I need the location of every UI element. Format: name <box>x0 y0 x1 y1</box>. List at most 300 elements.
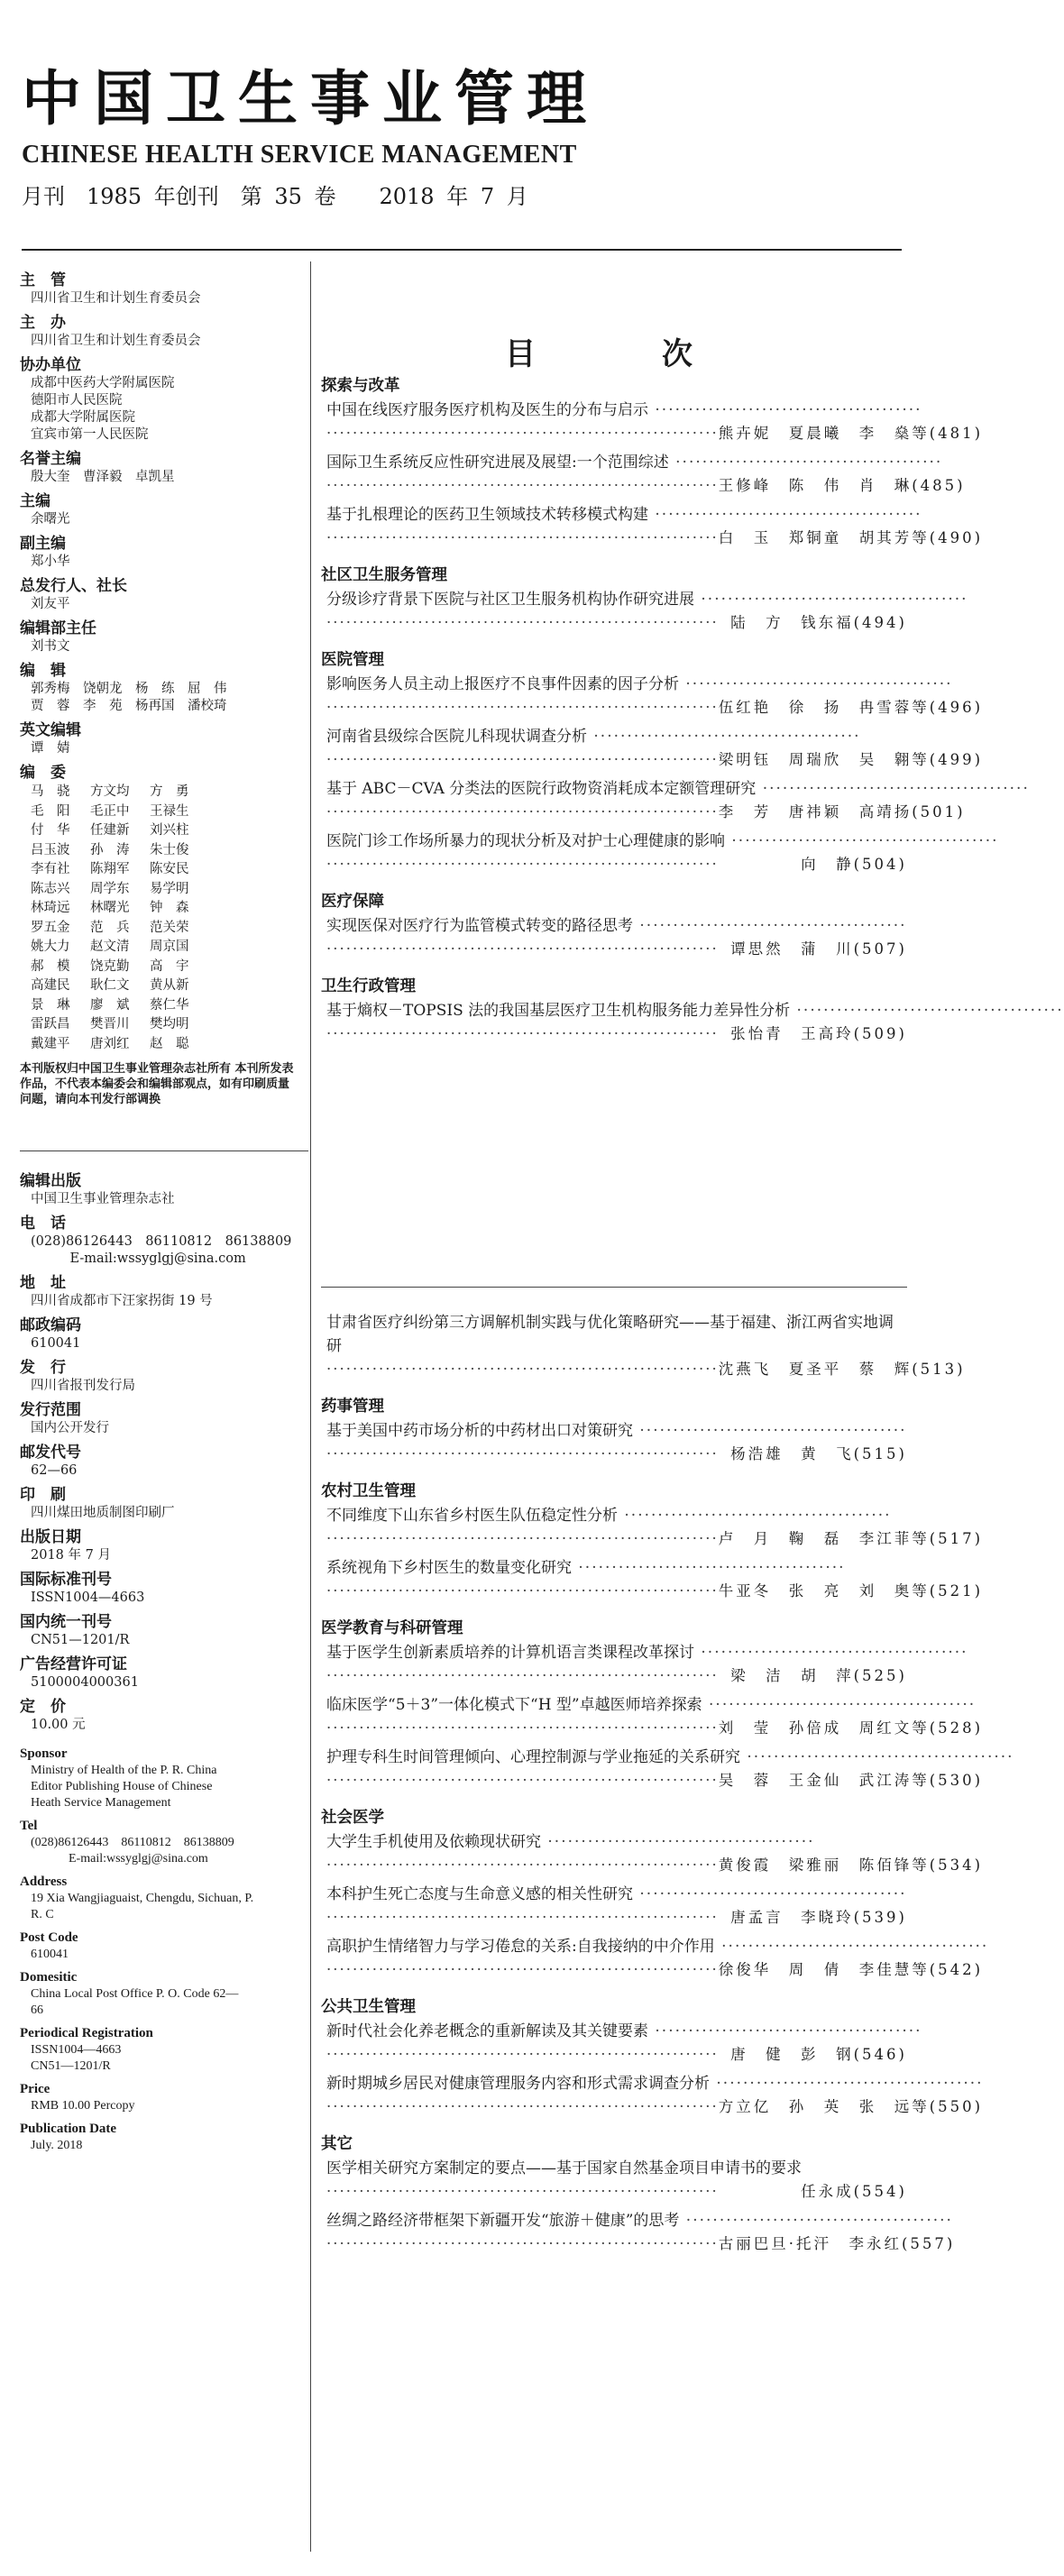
info-block <box>20 1873 308 1923</box>
article-title-text: 分级诊疗背景下医院与社区卫生服务机构协作研究进展 <box>326 591 694 609</box>
toc-entry[interactable] <box>321 503 984 550</box>
leader-dots: ········································ <box>740 1748 1014 1766</box>
toc-entry[interactable] <box>321 2157 907 2204</box>
committee-member: 林曙光 <box>90 901 130 915</box>
article-title-text: 影响医务人员主动上报医疗不良事件因素的因子分析 <box>326 675 679 693</box>
committee-member: 雷跃昌 <box>31 1017 70 1031</box>
toc-entry[interactable] <box>321 830 999 876</box>
committee-member: 黄从新 <box>150 978 189 993</box>
info-block <box>20 355 308 444</box>
toc-section <box>321 1805 989 1982</box>
leader-dots: ········································ <box>587 728 861 746</box>
article-title[interactable] <box>326 451 943 474</box>
article-title[interactable] <box>326 914 907 938</box>
article-authors: 王修峰 陈 伟 肖 琳(485) <box>718 477 966 494</box>
article-title-text: 护理专科生时间管理倾向、心理控制源与学业拖延的关系研究 <box>326 1748 740 1766</box>
article-authors-line <box>326 2043 907 2067</box>
info-body: July. 2018 <box>31 2139 83 2152</box>
committee-member: 陈翔军 <box>90 862 130 876</box>
toc-section <box>321 1479 984 1603</box>
info-head: Sponsor <box>20 1746 68 1761</box>
article-title-text: 丝绸之路经济带框架下新疆开发“旅游＋健康”的思考 <box>326 2212 680 2230</box>
leader-dots: ········································ <box>648 401 922 419</box>
committee-member: 高建民 <box>31 978 70 993</box>
article-title-text: 实现医保对医疗行为监管模式转变的路径思考 <box>326 917 633 935</box>
section-heading: 社会医学 <box>321 1809 384 1827</box>
info-block <box>20 661 308 715</box>
article-title[interactable] <box>326 1883 907 1906</box>
info-body: 四川省卫生和计划生育委员会 <box>31 334 201 348</box>
leader-dots: ···························································· <box>326 2235 719 2252</box>
leader-dots: ········································ <box>541 1833 815 1851</box>
committee-member: 王禄生 <box>150 803 189 819</box>
toc-entry[interactable] <box>321 451 966 498</box>
leader-dots: ········································ <box>710 2075 984 2093</box>
committee-member: 钟 森 <box>150 901 189 915</box>
leader-dots: ···························································· <box>326 2046 719 2063</box>
article-authors-line <box>326 1769 984 1792</box>
committee-member: 范关荣 <box>150 920 189 935</box>
article-title[interactable] <box>326 830 999 853</box>
info-block <box>20 270 308 307</box>
leader-dots: ········································ <box>694 1644 968 1662</box>
toc-entry[interactable] <box>321 777 1030 824</box>
toc-lower <box>321 1311 1014 2256</box>
article-title[interactable] <box>326 2072 984 2095</box>
publisher-info <box>20 1171 308 1734</box>
article-title[interactable] <box>326 503 922 527</box>
toc-section <box>321 1616 1014 1792</box>
info-body: (028)86126443 86110812 86138809 E-mail:wssyglgj@sina.com <box>31 1234 292 1266</box>
info-body: 国内公开发行 <box>31 1421 109 1435</box>
article-authors: 徐俊华 周 倩 李佳慧等(542) <box>718 1961 984 1978</box>
leader-dots: ········································ <box>756 780 1030 798</box>
article-title-text: 河南省县级综合医院儿科现状调查分析 <box>326 728 587 746</box>
article-authors: 伍红艳 徐 扬 冉雪蓉等(496) <box>718 699 984 716</box>
article-title[interactable] <box>326 1641 968 1664</box>
info-body: CN51—1201/R <box>31 1633 130 1647</box>
info-body: 中国卫生事业管理杂志社 <box>31 1192 175 1206</box>
committee-member: 方 勇 <box>150 784 189 799</box>
committee-member: 方文均 <box>90 784 130 799</box>
article-authors: 古丽巴旦·托汗 李永红(557) <box>718 2235 956 2252</box>
leader-dots: ········································ <box>618 1507 892 1525</box>
leader-dots: ········································ <box>648 2022 922 2040</box>
info-head: 编辑部主任 <box>20 619 96 637</box>
info-block <box>20 1214 308 1268</box>
committee-member: 戴建平 <box>31 1036 70 1051</box>
section-heading: 农村卫生管理 <box>321 1482 416 1500</box>
article-authors: 谭思然 蒲 川(507) <box>730 940 907 958</box>
leader-dots: ········································ <box>572 1559 846 1577</box>
committee-member: 高 宇 <box>150 958 189 974</box>
committee-member: 毛 阳 <box>31 803 70 819</box>
info-block <box>20 1929 308 1963</box>
article-authors: 熊卉妮 夏晨曦 李 燊等(481) <box>718 425 984 442</box>
article-authors: 任永成(554) <box>801 2183 907 2200</box>
info-head: 出版日期 <box>20 1528 81 1546</box>
masthead-rule <box>22 249 902 251</box>
committee-member: 易学明 <box>150 881 189 896</box>
article-title-text: 基于医学生创新素质培养的计算机语言类课程改革探讨 <box>326 1644 694 1662</box>
toc-section <box>321 563 968 635</box>
article-authors-line <box>326 1664 907 1688</box>
info-block <box>20 576 308 613</box>
section-heading: 探索与改革 <box>321 377 400 395</box>
info-body: 刘书文 <box>31 639 70 654</box>
info-body: 余曙光 <box>31 512 70 527</box>
article-authors-line <box>326 1358 966 1381</box>
article-authors: 卢 月 鞠 磊 李江菲等(517) <box>718 1530 984 1547</box>
article-authors-line <box>326 938 907 961</box>
article-title[interactable] <box>326 1746 1014 1769</box>
leader-dots: ···························································· <box>326 2098 719 2115</box>
article-authors: 黄俊霞 梁雅丽 陈佰锋等(534) <box>718 1856 984 1874</box>
article-authors: 牛亚冬 张 亮 刘 奥等(521) <box>718 1582 984 1600</box>
section-heading: 药事管理 <box>321 1398 384 1416</box>
toc-entry[interactable] <box>321 914 907 961</box>
article-title[interactable] <box>326 999 1064 1022</box>
info-head: Tel <box>20 1819 38 1833</box>
toc-entry[interactable] <box>321 1693 984 1740</box>
committee-member: 姚大力 <box>31 940 70 954</box>
info-head: 编 辑 <box>20 662 66 680</box>
toc-entry[interactable] <box>321 673 984 720</box>
info-head: 主 办 <box>20 314 66 332</box>
article-authors: 刘 莹 孙倍成 周红文等(528) <box>718 1719 984 1737</box>
article-authors: 陆 方 钱东福(494) <box>730 614 907 631</box>
info-head: 总发行人、社长 <box>20 577 127 595</box>
info-body: Ministry of Health of the P. R. China Editor Publishing House of Chinese Heath Service Management <box>31 1764 217 1810</box>
article-title[interactable] <box>326 2209 953 2232</box>
info-body: 四川省卫生和计划生育委员会 <box>31 291 201 306</box>
info-head: Domesitic <box>20 1970 78 1985</box>
toc-entry[interactable] <box>321 1419 907 1466</box>
info-head: 主编 <box>20 492 50 510</box>
info-block <box>20 1570 308 1607</box>
info-head: 定 价 <box>20 1698 66 1716</box>
leader-dots: ···························································· <box>326 529 719 546</box>
info-head: 邮发代号 <box>20 1444 81 1462</box>
toc-section <box>321 373 984 550</box>
toc-entry[interactable] <box>321 1935 989 1982</box>
article-authors-line <box>326 527 984 550</box>
article-title-text: 基于熵权－TOPSIS 法的我国基层医疗卫生机构服务能力差异性分析 <box>326 1002 791 1020</box>
info-block <box>20 1485 308 1522</box>
info-block <box>20 1358 308 1395</box>
issue-line: 月刊 1985 年创刊 第 35 卷 2018 年 7 月 <box>22 184 528 209</box>
info-head: 地 址 <box>20 1274 66 1292</box>
toc-upper <box>321 373 1064 1046</box>
section-heading: 其它 <box>321 2135 353 2153</box>
info-block <box>20 491 308 528</box>
article-title-text: 甘肃省医疗纠纷第三方调解机制实践与优化策略研究——基于福建、浙江两省实地调研 <box>326 1314 894 1355</box>
article-authors-line <box>326 611 907 635</box>
article-authors-line <box>326 1580 984 1603</box>
info-head: 广告经营许可证 <box>20 1655 127 1673</box>
info-block <box>20 1443 308 1480</box>
leader-dots: ········································ <box>725 832 999 850</box>
info-block <box>20 449 308 486</box>
info-block <box>20 313 308 350</box>
info-body: 5100004000361 <box>31 1675 139 1690</box>
column-divider <box>310 261 311 2552</box>
toc-entry[interactable] <box>321 999 1064 1046</box>
info-body: 2018 年 7 月 <box>31 1548 111 1563</box>
info-body: 62—66 <box>31 1463 78 1478</box>
info-block <box>20 1745 308 1811</box>
article-authors: 唐 健 彭 钢(546) <box>730 2046 907 2063</box>
article-title[interactable] <box>326 1311 907 1358</box>
info-head: 国内统一刊号 <box>20 1613 112 1631</box>
article-authors: 方立亿 孙 英 张 远等(550) <box>718 2098 984 2115</box>
info-head: 发 行 <box>20 1359 66 1377</box>
toc-entry[interactable] <box>321 1556 984 1603</box>
info-body: 610041 <box>31 1336 81 1351</box>
toc-section <box>321 1311 966 1381</box>
article-title[interactable] <box>326 1556 907 1580</box>
article-authors-line <box>326 1717 984 1740</box>
info-head: 协办单位 <box>20 356 81 374</box>
info-body: China Local Post Office P. O. Code 62— 66 <box>31 1987 239 2017</box>
leader-dots: ···························································· <box>326 1582 719 1600</box>
info-head: Price <box>20 2082 50 2096</box>
article-authors-line <box>326 1022 907 1046</box>
committee-member: 朱士俊 <box>150 842 189 857</box>
masthead <box>22 63 905 210</box>
toc-section <box>321 2131 956 2256</box>
toc-entry[interactable] <box>321 725 984 772</box>
committee-member: 陈安民 <box>150 862 189 876</box>
article-authors: 吴 蓉 王金仙 武江涛等(530) <box>718 1772 984 1789</box>
leader-dots: ········································ <box>633 1422 907 1440</box>
article-title[interactable] <box>326 588 968 611</box>
leader-dots: ········································ <box>679 675 953 693</box>
leader-dots: ···························································· <box>326 803 719 820</box>
committee-member: 饶克勤 <box>90 958 130 974</box>
leader-dots: ···························································· <box>326 1025 719 1042</box>
committee-member: 周京国 <box>150 940 189 954</box>
article-title-text: 国际卫生系统反应性研究进展及展望:一个范围综述 <box>326 454 669 472</box>
committee-block <box>20 763 308 1054</box>
table-of-contents-continued <box>321 1298 1014 2261</box>
leader-dots: ···························································· <box>326 1361 719 1378</box>
info-head: 编辑出版 <box>20 1172 81 1190</box>
leader-dots: ···························································· <box>326 1667 719 1684</box>
committee-member: 林琦远 <box>31 901 70 915</box>
info-block <box>20 1697 308 1734</box>
toc-entry[interactable] <box>321 1883 907 1930</box>
leader-dots: ···························································· <box>326 1445 719 1462</box>
left-divider <box>20 1150 308 1151</box>
info-block <box>20 534 308 571</box>
section-heading: 医学教育与科研管理 <box>321 1619 463 1637</box>
info-head: Post Code <box>20 1930 78 1945</box>
article-authors: 白 玉 郑铜童 胡其芳等(490) <box>718 529 984 546</box>
info-body: 殷大奎 曹泽毅 卓凯星 <box>31 470 175 484</box>
article-title-text: 医学相关研究方案制定的要点——基于国家自然基金项目申请书的要求 <box>326 2159 802 2177</box>
info-head: 国际标准刊号 <box>20 1571 112 1589</box>
leader-dots: ···························································· <box>326 1772 719 1789</box>
article-title-text: 新时代社会化养老概念的重新解读及其关键要素 <box>326 2022 648 2040</box>
info-block <box>20 1527 308 1564</box>
copyright-notice: 本刊版权归中国卫生事业管理杂志社所有 本刊所发表作品，不代表本编委会和编辑部观点，如有印刷质量问题，请向本刊发行部调换 <box>20 1062 294 1106</box>
article-title[interactable] <box>326 1693 977 1717</box>
article-title[interactable] <box>326 673 953 696</box>
info-head: 电 话 <box>20 1215 66 1233</box>
section-heading: 公共卫生管理 <box>321 1998 416 2016</box>
article-title[interactable] <box>326 1504 907 1527</box>
info-head: 发行范围 <box>20 1401 81 1419</box>
committee-member: 付 华 <box>31 823 70 838</box>
info-head: Address <box>20 1875 68 1889</box>
article-authors: 梁明钰 周瑞欣 吴 翱等(499) <box>718 751 984 768</box>
leader-dots: ···························································· <box>326 1961 719 1978</box>
committee-member: 陈志兴 <box>31 881 70 896</box>
leader-dots: ········································ <box>714 1938 989 1956</box>
leader-dots: ········································ <box>702 1696 977 1714</box>
info-body: 610041 <box>31 1948 69 1961</box>
info-block <box>20 1817 308 1867</box>
article-title-text: 不同维度下山东省乡村医生队伍稳定性分析 <box>326 1507 618 1525</box>
info-body: 四川省成都市下汪家拐街 19 号 <box>31 1294 213 1308</box>
toc-entry[interactable] <box>321 2209 956 2256</box>
info-head: Publication Date <box>20 2122 117 2136</box>
toc-entry[interactable] <box>321 1504 984 1551</box>
article-authors-line <box>326 1854 984 1877</box>
toc-entry[interactable] <box>321 588 968 635</box>
committee-member: 任建新 <box>90 823 130 838</box>
committee-member: 赵文清 <box>90 940 130 954</box>
table-of-contents <box>321 317 1064 1051</box>
leader-dots: ···························································· <box>326 1856 719 1874</box>
info-head: 印 刷 <box>20 1486 66 1504</box>
info-block <box>20 1400 308 1437</box>
staff-list <box>20 270 308 757</box>
article-authors-line <box>326 853 907 876</box>
info-head: 名誉主编 <box>20 450 81 468</box>
toc-entry[interactable] <box>321 2072 984 2119</box>
info-body: (028)86126443 86110812 86138809 E-mail:wssyglgj@sina.com <box>31 1836 234 1866</box>
section-heading: 医疗保障 <box>321 893 384 911</box>
info-block <box>20 1316 308 1352</box>
toc-entry[interactable] <box>321 1311 966 1381</box>
info-body: 郭秀梅 饶朝龙 杨 练 屈 伟 贾 蓉 李 苑 杨再国 潘校琦 <box>31 682 227 713</box>
article-authors-line <box>326 1443 907 1466</box>
committee-member: 马 骁 <box>31 784 70 799</box>
info-body: 四川煤田地质制图印刷厂 <box>31 1506 175 1520</box>
article-title[interactable] <box>326 1935 989 1958</box>
toc-section <box>321 647 1030 876</box>
committee-member: 耿仁文 <box>90 978 130 993</box>
leader-dots: ········································ <box>668 454 943 472</box>
article-authors-line <box>326 474 966 498</box>
committee-member: 李有社 <box>31 862 70 876</box>
toc-entry[interactable] <box>321 1746 1014 1792</box>
journal-title-en: CHINESE HEALTH SERVICE MANAGEMENT <box>22 141 577 169</box>
article-title-text: 中国在线医疗服务医疗机构及医生的分布与启示 <box>326 401 648 419</box>
article-title-text: 临床医学“5＋3”一体化模式下“H 型”卓越医师培养探索 <box>326 1696 702 1714</box>
info-block <box>20 1612 308 1649</box>
leader-dots: ········································ <box>633 1885 907 1903</box>
article-title[interactable] <box>326 1419 907 1443</box>
toc-section <box>321 1994 984 2119</box>
leader-dots: ···························································· <box>326 699 719 716</box>
article-title[interactable] <box>326 1830 907 1854</box>
toc-entry[interactable] <box>321 1830 984 1877</box>
info-body: 19 Xia Wangjiaguaist, Chengdu, Sichuan, P. R. C <box>31 1892 254 1921</box>
toc-section <box>321 889 907 961</box>
article-authors: 杨浩雄 黄 飞(515) <box>730 1445 907 1462</box>
leader-dots: ········································ <box>679 2212 953 2230</box>
committee-member: 吕玉波 <box>31 842 70 857</box>
article-title-text: 本科护生死亡态度与生命意义感的相关性研究 <box>326 1885 633 1903</box>
article-authors-line <box>326 2095 984 2119</box>
info-block <box>20 2120 308 2154</box>
info-body: 10.00 元 <box>31 1718 86 1732</box>
info-body: 四川省报刊发行局 <box>31 1379 135 1393</box>
leader-dots: ···························································· <box>326 1530 719 1547</box>
info-block <box>20 720 308 757</box>
article-title[interactable] <box>326 725 907 748</box>
article-authors-line <box>326 2180 907 2204</box>
info-body: 谭 婧 <box>31 741 70 756</box>
article-title[interactable] <box>326 399 922 422</box>
section-heading: 卫生行政管理 <box>321 977 416 995</box>
article-title[interactable] <box>326 777 1030 801</box>
toc-section <box>321 974 1064 1046</box>
article-authors-line <box>326 1906 907 1930</box>
article-authors-line <box>326 1527 984 1551</box>
info-body: ISSN1004—4663 <box>31 1591 145 1605</box>
info-head: 主 管 <box>20 271 66 289</box>
committee-member: 唐刘红 <box>90 1036 130 1051</box>
leader-dots: ········································ <box>694 591 968 609</box>
article-authors: 李 芳 唐祎颖 高靖扬(501) <box>718 803 966 820</box>
leader-dots: ···························································· <box>326 1719 719 1737</box>
article-title[interactable] <box>326 2157 907 2180</box>
leader-dots: ········································ <box>790 1002 1064 1020</box>
committee-member: 赵 聪 <box>150 1036 189 1051</box>
article-authors-line <box>326 696 984 720</box>
article-title-text: 系统视角下乡村医生的数量变化研究 <box>326 1559 572 1577</box>
article-authors: 张怡青 王高玲(509) <box>730 1025 907 1042</box>
article-authors: 梁 洁 胡 萍(525) <box>730 1667 907 1684</box>
article-authors-line <box>326 1958 984 1982</box>
toc-entry[interactable] <box>321 1641 968 1688</box>
info-head: Periodical Registration <box>20 2026 153 2040</box>
article-authors-line <box>326 748 984 772</box>
info-block <box>20 1273 308 1310</box>
committee-member: 廖 斌 <box>90 997 130 1013</box>
article-title-text: 医院门诊工作场所暴力的现状分析及对护士心理健康的影响 <box>326 832 725 850</box>
article-authors: 唐孟言 李晓玲(539) <box>730 1909 907 1926</box>
info-body: 刘友平 <box>31 597 70 611</box>
committee-member: 周学东 <box>90 881 130 896</box>
article-title[interactable] <box>326 2020 922 2043</box>
article-authors: 沈燕飞 夏圣平 蔡 辉(513) <box>718 1361 966 1378</box>
committee-member: 樊均明 <box>150 1017 189 1031</box>
leader-dots: ···························································· <box>326 751 719 768</box>
toc-entry[interactable] <box>321 2020 922 2067</box>
article-title-text: 基于 ABC－CVA 分类法的医院行政物资消耗成本定额管理研究 <box>326 780 757 798</box>
toc-entry[interactable] <box>321 399 984 445</box>
leader-dots: ···························································· <box>326 1909 719 1926</box>
leader-dots: ···························································· <box>326 425 719 442</box>
info-block <box>20 2024 308 2075</box>
info-body: 成都中医药大学附属医院 德阳市人民医院 成都大学附属医院 宜宾市第一人民医院 <box>31 376 175 442</box>
leader-dots: ········································ <box>648 506 922 524</box>
